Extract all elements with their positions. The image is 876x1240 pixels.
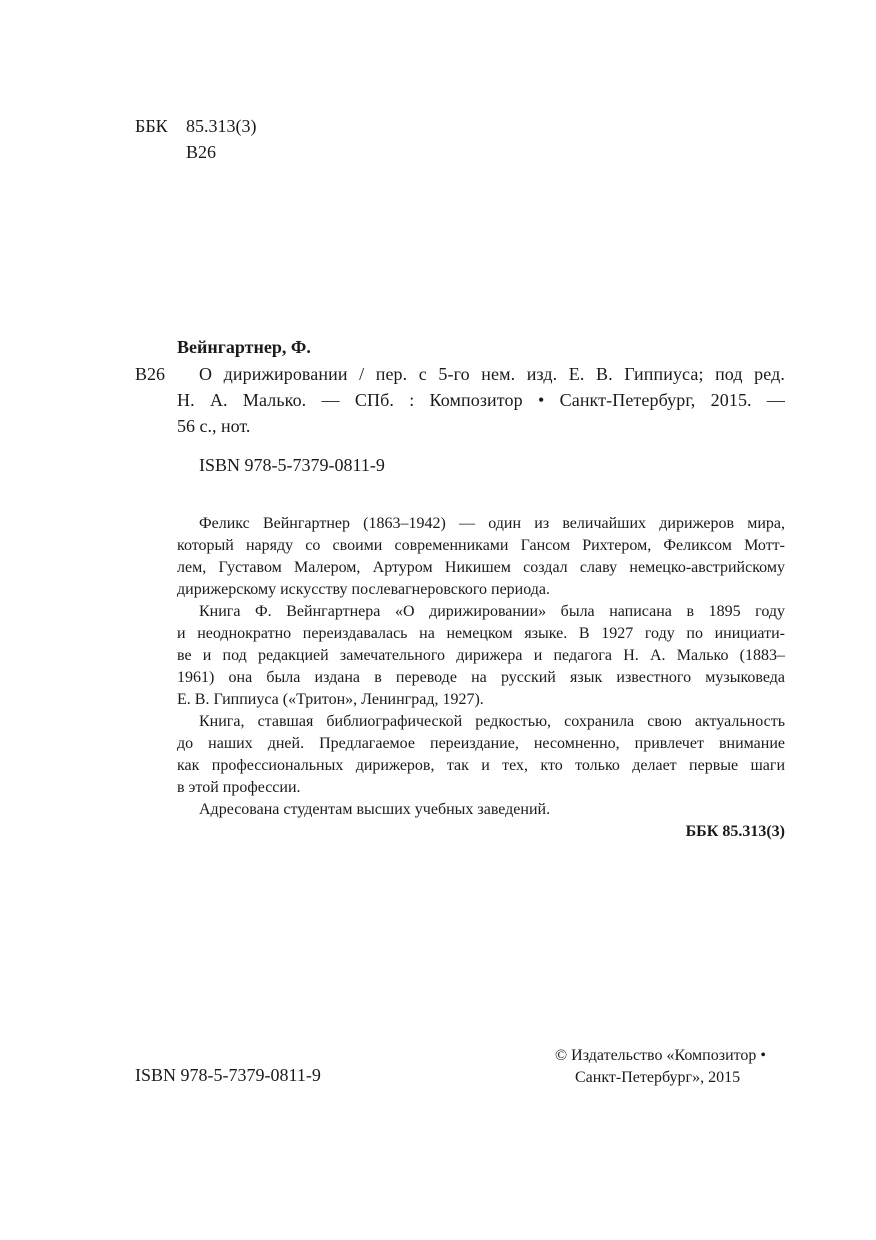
footer-isbn: ISBN 978-5-7379-0811-9 [135,1065,321,1085]
copyright-line-2: Санкт-Петербург», 2015 [575,1069,741,1086]
annotation-p2-line-1: Книга Ф. Вейнгартнера «О дирижировании» была написана в 1895 году [199,603,785,620]
annotation-p3-line-4: в этой профессии. [177,779,301,796]
entry-isbn: ISBN 978-5-7379-0811-9 [199,455,385,475]
annotation-p4: Адресована студентам высших учебных заведений. [199,801,551,818]
entry-mark: В26 [135,364,166,384]
entry-author: Вейнгартнер, Ф. [177,337,311,357]
entry-title-line-1: О дирижировании / пер. с 5-го нем. изд. Е. В. Гиппиуса; под ред. [199,364,785,384]
annotation-p1-line-4: дирижерскому искусству послевагнеровского периода. [177,581,551,598]
annotation-p2-line-5: Е. В. Гиппиуса («Тритон», Ленинград, 1927). [177,691,484,708]
annotation-p1-line-1: Феликс Вейнгартнер (1863–1942) — один из величайших дирижеров мира, [199,515,785,532]
annotation-p2-line-2: и неоднократно переиздавалась на немецком языке. В 1927 году по инициати- [177,625,785,642]
author-mark: В26 [186,142,217,162]
entry-title-line-2: Н. А. Малько. — СПб. : Композитор • Санкт-Петербург, 2015. — [177,390,785,410]
annotation-p1-line-2: который наряду со своими современниками Гансом Рихтером, Феликсом Мотт- [177,537,785,554]
annotation-p2-line-3: ве и под редакцией замечательного дирижера и педагога Н. А. Малько (1883– [177,647,785,664]
annotation-p3-line-1: Книга, ставшая библиографической редкостью, сохранила свою актуальность [199,713,785,730]
bbk-label: ББК [135,116,168,136]
annotation-p1-line-3: лем, Густавом Малером, Артуром Никишем создал славу немецко-австрийскому [177,559,785,576]
annotation-p3-line-2: до наших дней. Предлагаемое переиздание, несомненно, привлечет внимание [177,735,785,752]
copyright-line-1: © Издательство «Композитор • [555,1047,767,1064]
annotation-p2-line-4: 1961) она была издана в переводе на русский язык известного музыковеда [177,669,785,686]
annotation-p3-line-3: как профессиональных дирижеров, так и тех, кто только делает первые шаги [177,757,785,774]
bbk-code: 85.313(3) [186,116,257,136]
entry-title-line-3: 56 с., нот. [177,416,251,436]
annotation-bbk: ББК 85.313(3) [685,823,785,840]
